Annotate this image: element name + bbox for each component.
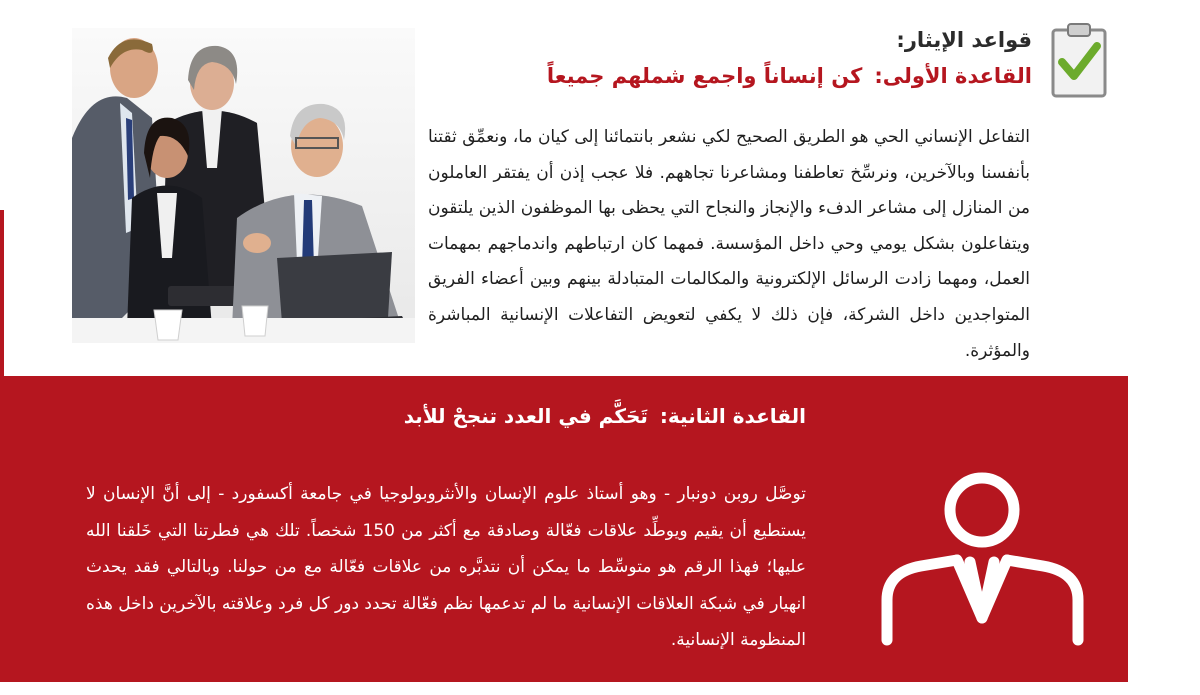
rules-title: قواعد الإيثار: (896, 28, 1032, 52)
rule2-heading (392, 404, 806, 428)
rule1-label: القاعدة الأولى: (874, 64, 1032, 88)
rule1-text: كن إنساناً واجمع شملهم جميعاً (546, 64, 863, 88)
rule2-paragraph: توصَّل روبن دونبار - وهو أستاذ علوم الإنسان والأنثروبولوجيا في جامعة أكسفورد - إلى أنَّ الإنسان لا يستطيع أن يقيم ويوطِّد علاقات فعّالة وصادقة مع أكثر من 150 شخصاً. تلك هي فطرتنا التي خَلقنا الله عليها؛ فهذا الرقم هو متوسِّط ما يمكن أن نتدبَّره من علاقات فعّالة مع من حولنا. وبالتالي فقد يحدث انهيار في شبكة العلاقات الإنسانية ما لم تدعمها نظم فعّالة تحدد دور كل فرد وعلاقته بالآخرين داخل هذه المنظومة الإنسانية. (86, 484, 806, 650)
rule2-text: تَحَكَّم في العدد تنجحْ للأبد (403, 404, 648, 428)
rule2-panel (0, 376, 1128, 682)
rule1-heading (535, 64, 1032, 88)
office-team-photo (72, 28, 415, 343)
rule2-label: القاعدة الثانية: (659, 404, 806, 428)
businessperson-icon (875, 468, 1090, 648)
rule1-paragraph: التفاعل الإنساني الحي هو الطريق الصحيح لكي نشعر بانتمائنا إلى كيان ما، ونعمِّق ثقتنا بأنفسنا وبالآخرين، ونرسِّخ تعاطفنا ومشاعرنا تجاههم. فلا عجب إذن أن يفتقر العاملون من المنازل إلى مشاعر الدفء والإنجاز والنجاح التي يحظى بها الموظفون الذين يلتقون ويتفاعلون بشكل يومي وحي داخل المؤسسة. فمهما كان ارتباطهم واندماجهم بمهمات العمل، ومهما زادت الرسائل الإلكترونية والمكالمات المتبادلة بينهم وبين أعضاء الفريق المتواجدين داخل الشركة، فإن ذلك لا يكفي لتعويض التفاعلات الإنسانية المباشرة والمؤثرة. (428, 127, 1030, 361)
clipboard-check-icon (1050, 22, 1108, 98)
